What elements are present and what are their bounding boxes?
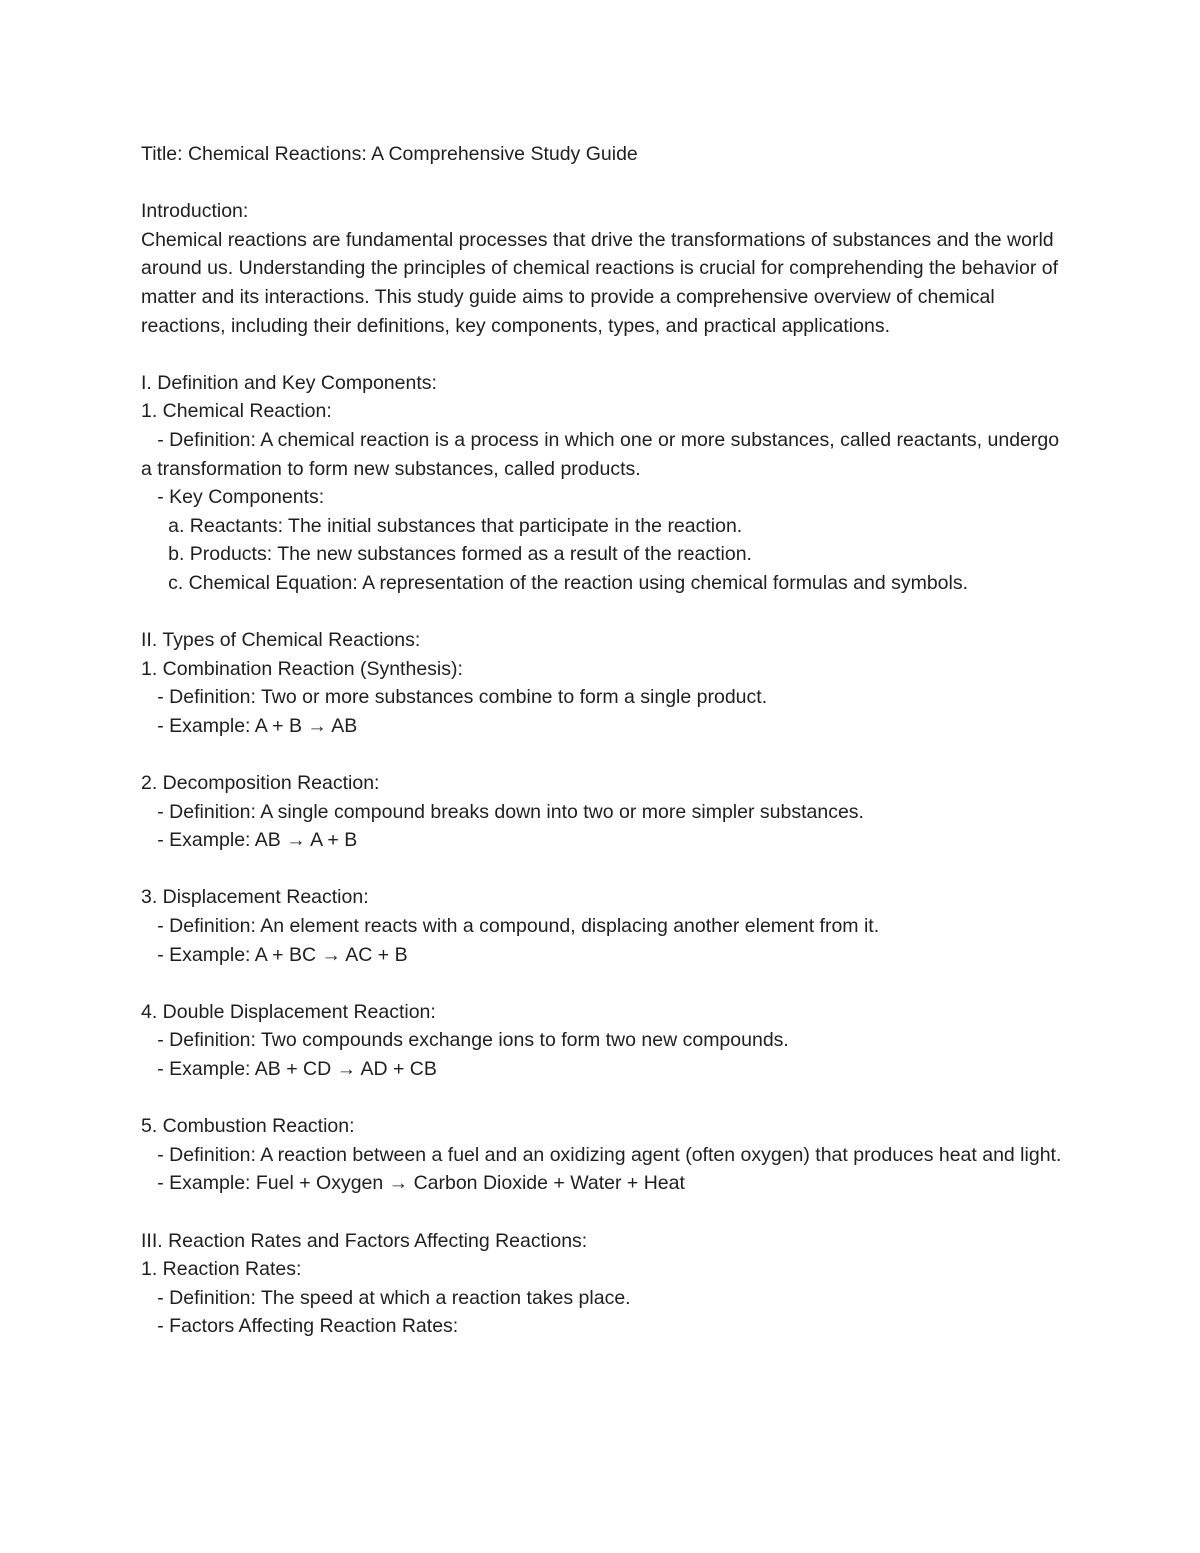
document-page <box>141 140 1071 1341</box>
reaction-5-example: - Example: Fuel + Oxygen → Carbon Dioxide + Water + Heat <box>141 1172 685 1195</box>
spacer <box>141 340 1071 369</box>
reaction-3-definition: - Definition: An element reacts with a compound, displacing another element from it. <box>141 915 880 938</box>
section-2-heading: II. Types of Chemical Reactions: <box>141 629 421 652</box>
reaction-4-example: - Example: AB + CD → AD + CB <box>141 1058 437 1080</box>
section-1-component-b: b. Products: The new substances formed as a result of the reaction. <box>141 543 752 566</box>
reaction-1-definition: - Definition: Two or more substances combine to form a single product. <box>141 686 768 709</box>
spacer <box>141 969 1071 998</box>
reaction-2-example: - Example: AB → A + B <box>141 829 358 852</box>
intro-heading: Introduction: <box>141 200 249 223</box>
spacer <box>141 740 1071 769</box>
reaction-4-title: 4. Double Displacement Reaction: <box>141 1000 436 1023</box>
reaction-5-definition: - Definition: A reaction between a fuel and an oxidizing agent (often oxygen) that produces heat and light. <box>141 1143 1062 1166</box>
section-3-heading: III. Reaction Rates and Factors Affecting Reactions: <box>141 1229 588 1252</box>
intro-paragraph: Chemical reactions are fundamental processes that drive the transformations of substances and the world around us. Understanding the principles of chemical reactions is crucial for comprehending the behavior of matter and its interactions. This study guide aims to provide a comprehensive overview of chemical reactions, including their definitions, key components, types, and practical applications. <box>141 228 1064 337</box>
spacer <box>141 1084 1071 1113</box>
section-1-component-a: a. Reactants: The initial substances that participate in the reaction. <box>141 514 743 537</box>
reaction-4-definition: - Definition: Two compounds exchange ions to form two new compounds. <box>141 1029 789 1052</box>
section-3-item-1: 1. Reaction Rates: <box>141 1258 302 1281</box>
document-title: Title: Chemical Reactions: A Comprehensive Study Guide <box>141 143 638 165</box>
section-1-key-components: - Key Components: <box>141 486 325 509</box>
section-3-factors: - Factors Affecting Reaction Rates: <box>141 1315 459 1338</box>
section-3-definition: - Definition: The speed at which a reaction takes place. <box>141 1286 631 1309</box>
section-1-item-1: 1. Chemical Reaction: <box>141 400 332 423</box>
reaction-3-example: - Example: A + BC → AC + B <box>141 943 408 966</box>
reaction-2-title: 2. Decomposition Reaction: <box>141 772 380 795</box>
spacer <box>141 169 1071 198</box>
spacer <box>141 598 1071 627</box>
reaction-3-title: 3. Displacement Reaction: <box>141 886 369 909</box>
reaction-5-title: 5. Combustion Reaction: <box>141 1115 355 1138</box>
section-1-component-c: c. Chemical Equation: A representation of the reaction using chemical formulas and symbols. <box>141 571 969 594</box>
spacer <box>141 1198 1071 1227</box>
reaction-1-title: 1. Combination Reaction (Synthesis): <box>141 657 463 680</box>
section-1-definition: - Definition: A chemical reaction is a process in which one or more substances, called reactants, undergo a transformation to form new substances, called products. <box>141 428 1065 480</box>
section-1-heading: I. Definition and Key Components: <box>141 371 437 394</box>
reaction-2-definition: - Definition: A single compound breaks down into two or more simpler substances. <box>141 800 864 823</box>
reaction-1-example: - Example: A + B → AB <box>141 714 358 737</box>
spacer <box>141 855 1071 884</box>
